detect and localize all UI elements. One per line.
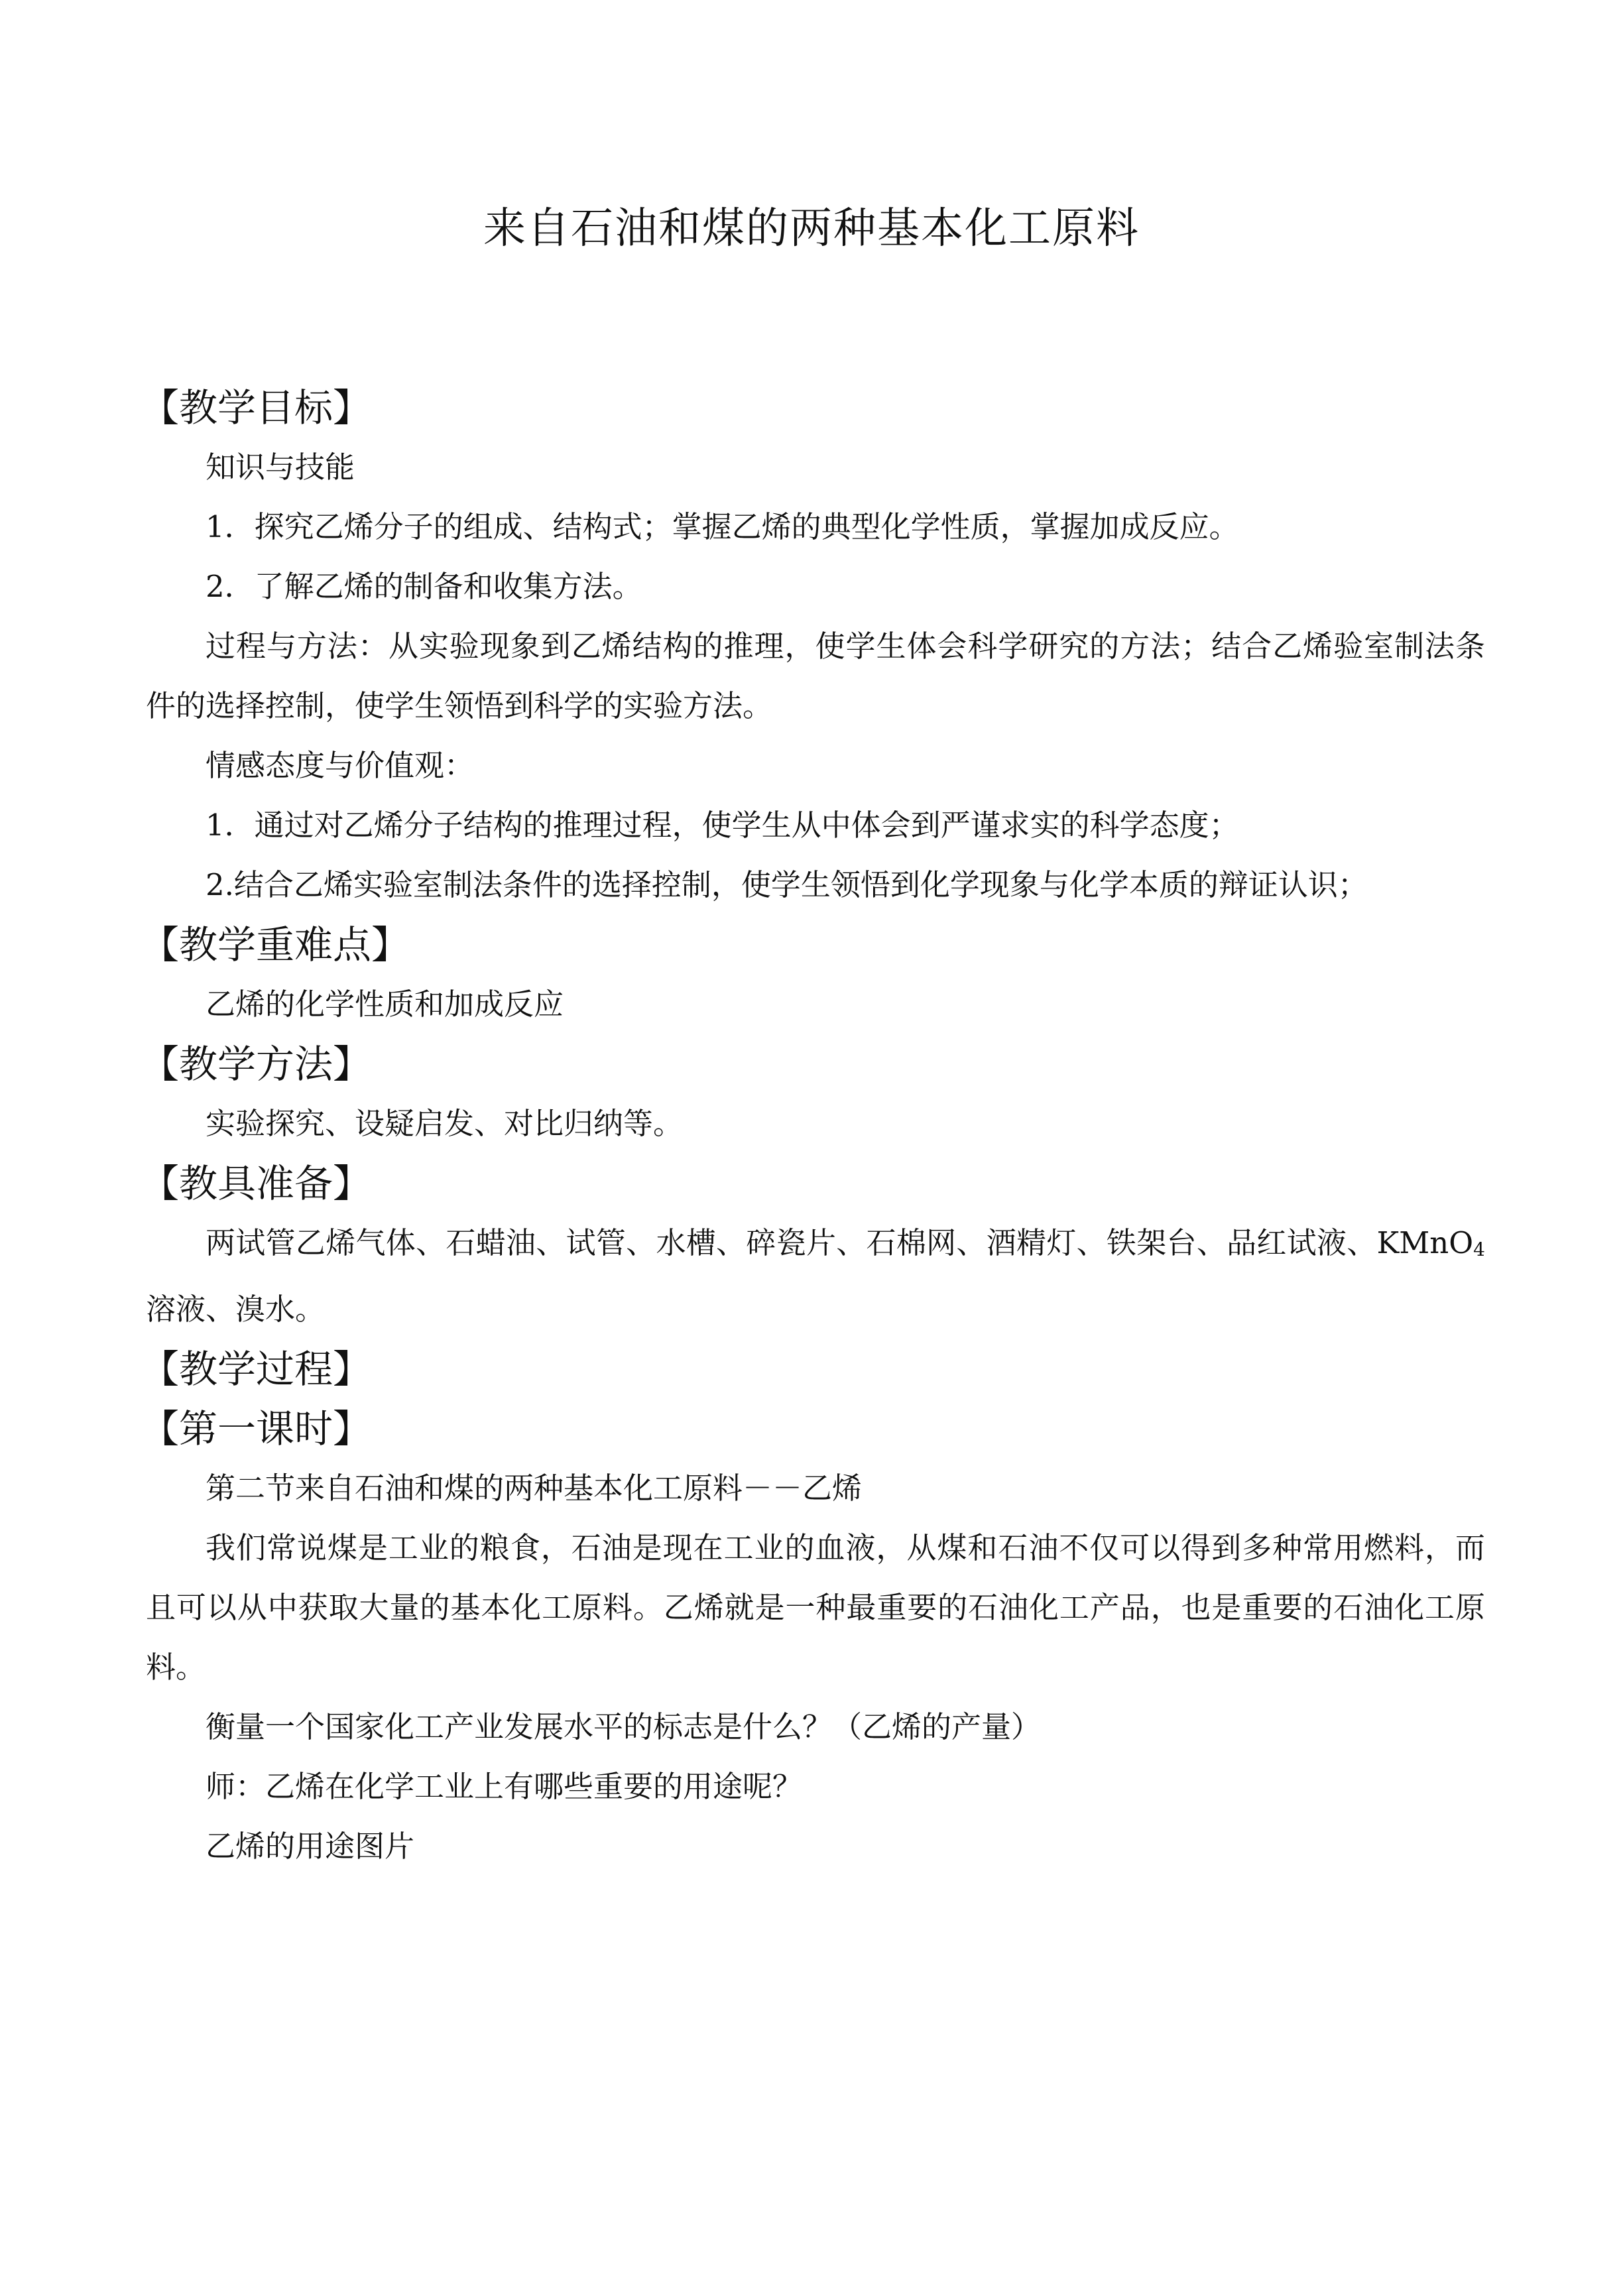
- paragraph: 乙烯的用途图片: [206, 1829, 415, 1864]
- paragraph: 师：乙烯在化学工业上有哪些重要的用途呢？: [206, 1769, 803, 1804]
- paragraph: 乙烯的化学性质和加成反应: [206, 987, 564, 1022]
- paragraph: 实验探究、设疑启发、对比归纳等。: [206, 1106, 684, 1141]
- paragraph: 第二节来自石油和煤的两种基本化工原料－－乙烯: [206, 1471, 863, 1506]
- document-body: [141, 378, 1485, 1876]
- materials-text-b: 溶液、溴水。: [146, 1292, 326, 1327]
- paragraph: 我们常说煤是工业的粮食，石油是现在工业的血液，从煤和石油不仅可以得到多种常用燃料，而且可以从中获取大量的基本化工原料。乙烯就是一种最重要的石油化工产品，也是重要的石油化工原料。: [146, 1530, 1485, 1685]
- paragraph-materials: [146, 1213, 1485, 1339]
- heading-teaching-process: 【教学过程】: [141, 1347, 372, 1392]
- paragraph: 情感态度与价值观：: [206, 748, 475, 783]
- heading-teaching-methods: 【教学方法】: [141, 1042, 372, 1087]
- paragraph: 2.结合乙烯实验室制法条件的选择控制，使学生领悟到化学现象与化学本质的辩证认识；: [206, 867, 1368, 902]
- heading-first-lesson: 【第一课时】: [141, 1406, 372, 1451]
- heading-materials: 【教具准备】: [141, 1161, 372, 1206]
- paragraph: 衡量一个国家化工产业发展水平的标志是什么？（乙烯的产量）: [206, 1709, 1042, 1744]
- heading-teaching-goals: 【教学目标】: [141, 385, 372, 430]
- paragraph: 2．了解乙烯的制备和收集方法。: [206, 569, 642, 604]
- document-title: 来自石油和煤的两种基本化工原料: [483, 204, 1140, 253]
- subscript-4: 4: [1473, 1239, 1485, 1260]
- paragraph: 1．探究乙烯分子的组成、结构式；掌握乙烯的典型化学性质，掌握加成反应。: [206, 509, 1239, 544]
- paragraph: 1．通过对乙烯分子结构的推理过程，使学生从中体会到严谨求实的科学态度；: [206, 808, 1239, 843]
- paragraph: 过程与方法：从实验现象到乙烯结构的推理，使学生体会科学研究的方法；结合乙烯验室制法条件的选择控制，使学生领悟到科学的实验方法。: [146, 629, 1485, 723]
- paragraph: 知识与技能: [206, 450, 355, 485]
- heading-key-points: 【教学重难点】: [141, 922, 410, 967]
- materials-text-a: 两试管乙烯气体、石蜡油、试管、水槽、碎瓷片、石棉网、酒精灯、铁架台、品红试液、KMnO: [206, 1225, 1474, 1260]
